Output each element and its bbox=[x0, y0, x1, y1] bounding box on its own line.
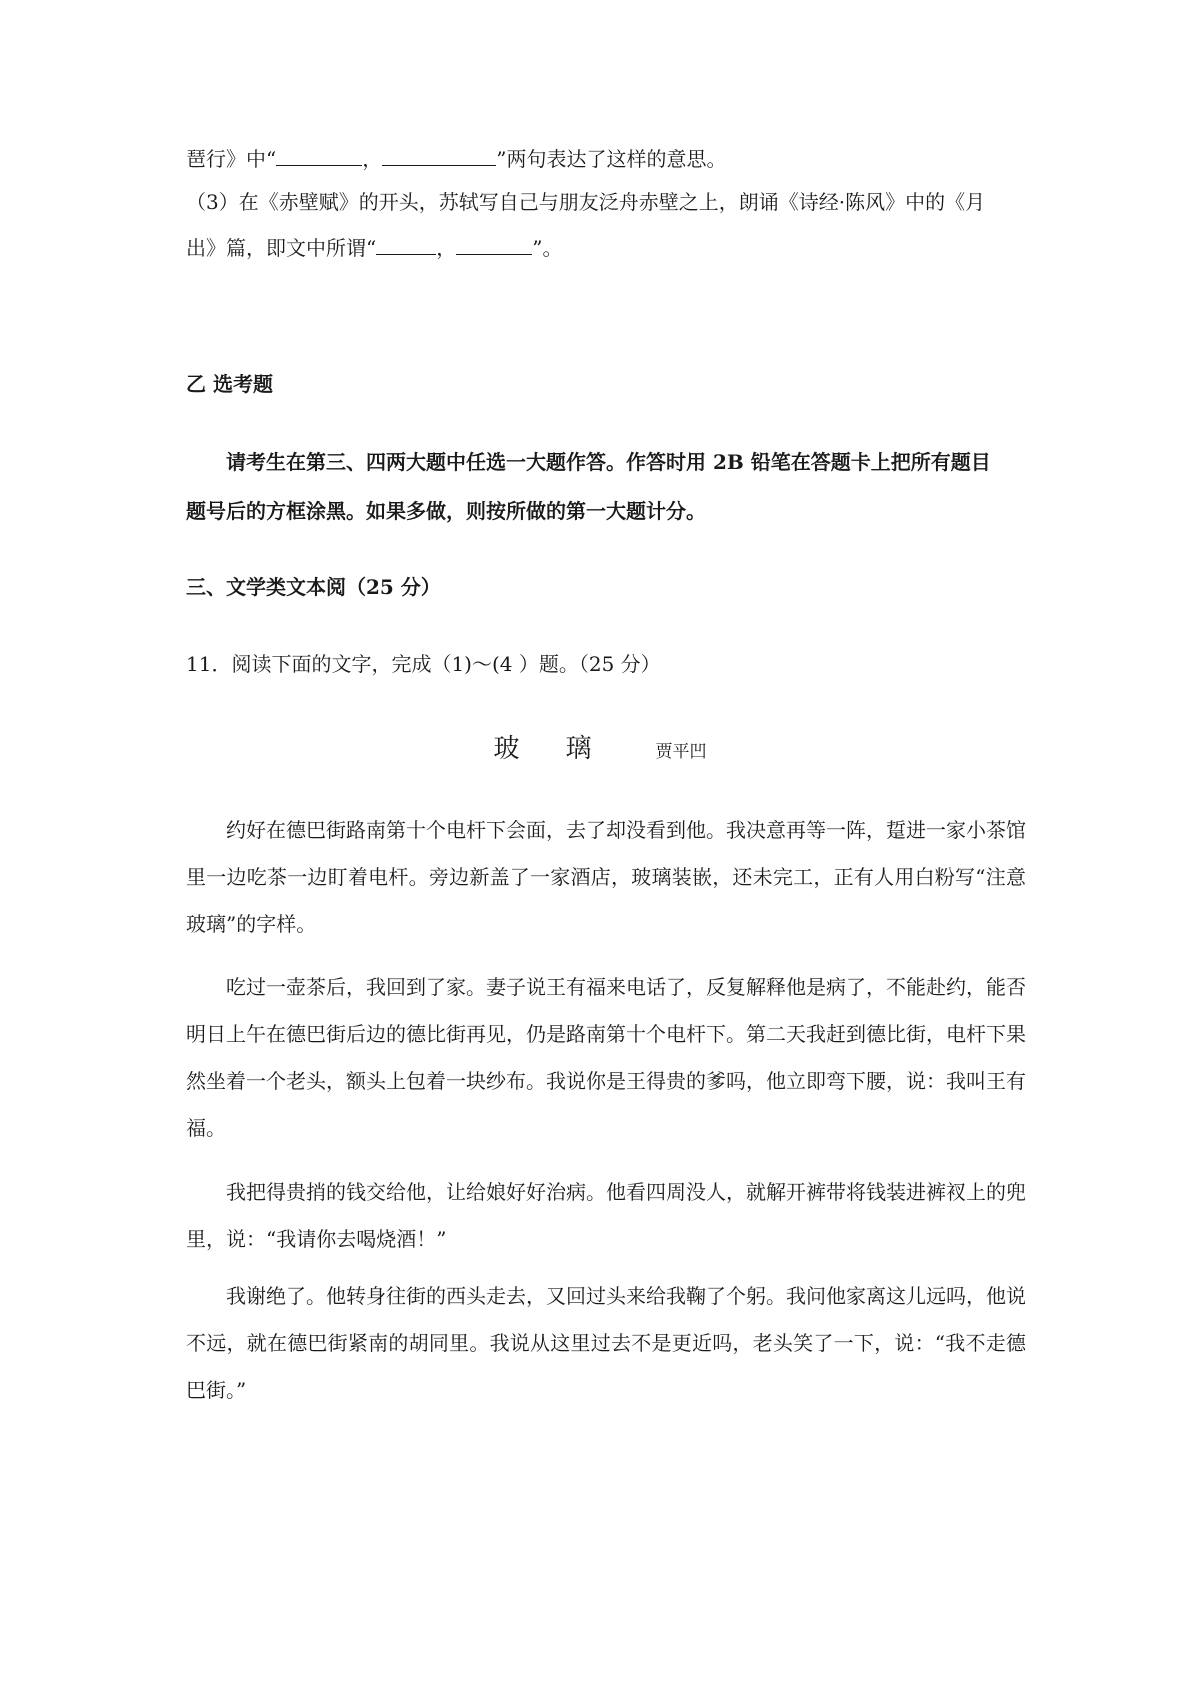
close-quote: ” bbox=[532, 236, 543, 260]
question-line-2: （3）在《赤壁赋》的开头，苏轼写自己与朋友泛舟赤壁之上，朗诵《诗经·陈风》中的《月 bbox=[186, 190, 986, 214]
article-paragraph: 我谢绝了。他转身往街的西头走去，又回过头来给我鞠了个躬。我问他家离这儿远吗，他说不远，就在德巴街紧南的胡同里。我说从这里过去不是更近吗，老头笑了一下，说：“我不走德巴街。” bbox=[186, 1284, 1026, 1402]
open-quote: “ bbox=[266, 147, 277, 171]
answer-blank bbox=[456, 232, 532, 255]
close-quote: ” bbox=[496, 147, 507, 171]
article-author: 贾平凹 bbox=[655, 742, 707, 762]
instruction-line-2: 题号后的方框涂黑。如果多做，则按所做的第一大题计分。 bbox=[186, 499, 706, 523]
section-yi-heading: 乙 选考题 bbox=[186, 372, 273, 396]
section-three-heading: 三、文学类文本阅（25 分） bbox=[186, 575, 441, 599]
line1-suffix: 两句表达了这样的意思。 bbox=[506, 147, 727, 171]
line1-prefix: 琶行》中 bbox=[186, 147, 266, 171]
answer-blank bbox=[382, 143, 496, 166]
line3-prefix: 出》篇，即文中所谓 bbox=[186, 236, 366, 260]
article-paragraph: 约好在德巴街路南第十个电杆下会面，去了却没看到他。我决意再等一阵，踅进一家小茶馆里一边吃茶一边盯着电杆。旁边新盖了一家酒店，玻璃装嵌，还未完工，正有人用白粉写“注意玻璃”的字样。 bbox=[186, 818, 1026, 936]
article-paragraph: 我把得贵捎的钱交给他，让给娘好好治病。他看四周没人，就解开裤带将钱装进裤衩上的兜里，说：“我请你去喝烧酒！” bbox=[186, 1180, 1026, 1251]
article-title: 玻璃 bbox=[493, 734, 638, 764]
answer-blank bbox=[276, 143, 362, 166]
blank-separator: ， bbox=[436, 236, 457, 260]
blank-separator: ， bbox=[362, 147, 383, 171]
open-quote: “ bbox=[366, 236, 377, 260]
question-line-3 bbox=[186, 232, 1026, 262]
question-line-1 bbox=[186, 143, 1026, 173]
instruction-line-1: 请考生在第三、四两大题中任选一大题作答。作答时用 2B 铅笔在答题卡上把所有题目 bbox=[226, 450, 991, 474]
answer-blank bbox=[376, 232, 436, 255]
article-title-row bbox=[0, 732, 1200, 769]
article-paragraph: 吃过一壶茶后，我回到了家。妻子说王有福来电话了，反复解释他是病了，不能赴约，能否明日上午在德巴街后边的德比街再见，仍是路南第十个电杆下。第二天我赶到德比街，电杆下果然坐着一个老头，额头上包着一块纱布。我说你是王得贵的爹吗，他立即弯下腰，说：我叫王有福。 bbox=[186, 975, 1026, 1140]
line3-suffix: 。 bbox=[542, 236, 563, 260]
question-11: 11．阅读下面的文字，完成（1)～(4 ）题。（25 分） bbox=[186, 652, 661, 676]
